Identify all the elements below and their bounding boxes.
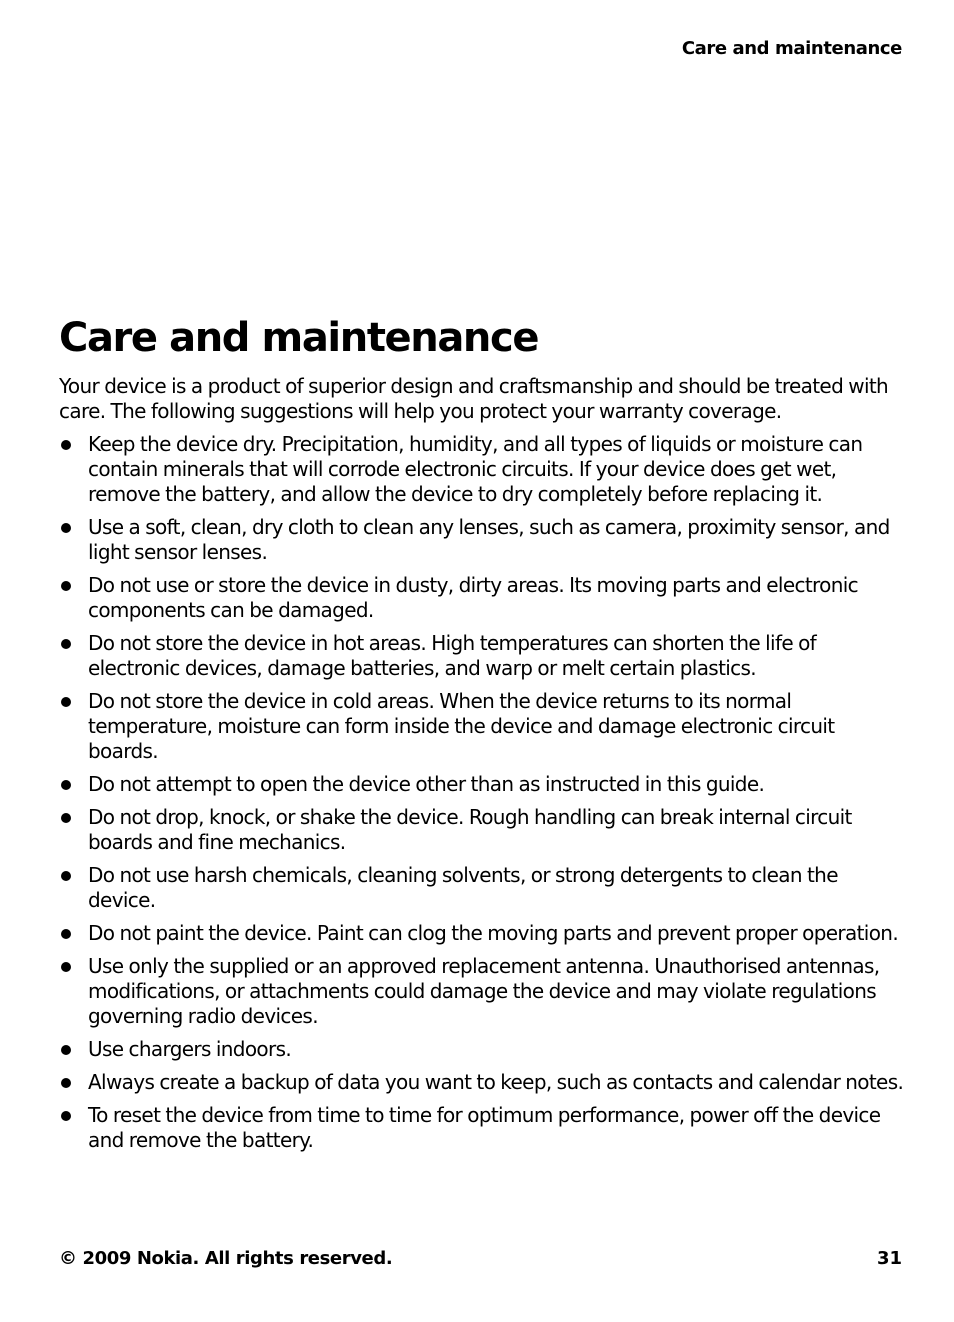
list-item-text: Do not store the device in hot areas. High temperatures can shorten the life of electronic devices, damage batteries, and warp or melt certain plastics. [88, 631, 817, 680]
list-item [59, 805, 905, 855]
bullet-icon [61, 813, 71, 823]
bullet-icon [61, 1045, 71, 1055]
list-item-text: Do not drop, knock, or shake the device. Rough handling can break internal circuit boards and fine mechanics. [88, 805, 852, 854]
list-item-text: Do not use or store the device in dusty, dirty areas. Its moving parts and electronic components can be damaged. [88, 573, 859, 622]
list-item-text: To reset the device from time to time for optimum performance, power off the device and remove the battery. [88, 1103, 881, 1152]
bullet-icon [61, 780, 71, 790]
bullet-icon [61, 697, 71, 707]
list-item-text: Always create a backup of data you want to keep, such as contacts and calendar notes. [88, 1070, 904, 1094]
list-item [59, 863, 905, 913]
care-tips-list [59, 432, 905, 1153]
bullet-icon [61, 639, 71, 649]
list-item-text: Do not attempt to open the device other than as instructed in this guide. [88, 772, 765, 796]
page-title: Care and maintenance [59, 315, 539, 361]
list-item-text: Do not store the device in cold areas. When the device returns to its normal temperature, moisture can form inside the device and damage electronic circuit boards. [88, 689, 835, 763]
bullet-icon [61, 1111, 71, 1121]
list-item [59, 1070, 905, 1095]
bullet-icon [61, 1078, 71, 1088]
list-item-text: Use only the supplied or an approved replacement antenna. Unauthorised antennas, modifications, or attachments could damage the device and may violate regulations governing radio devices. [88, 954, 880, 1028]
list-item-text: Do not paint the device. Paint can clog the moving parts and prevent proper operation. [88, 921, 899, 945]
list-item [59, 921, 905, 946]
list-item-text: Do not use harsh chemicals, cleaning solvents, or strong detergents to clean the device. [88, 863, 838, 912]
list-item [59, 772, 905, 797]
bullet-icon [61, 871, 71, 881]
main-content [59, 374, 905, 1161]
list-item [59, 432, 905, 507]
page-number: 31 [876, 1248, 902, 1269]
list-item-text: Use a soft, clean, dry cloth to clean any lenses, such as camera, proximity sensor, and light sensor lenses. [88, 515, 890, 564]
intro-paragraph: Your device is a product of superior design and craftsmanship and should be treated with care. The following suggestions will help you protect your warranty coverage. [59, 374, 889, 423]
list-item [59, 689, 905, 764]
list-item [59, 515, 905, 565]
list-item-text: Keep the device dry. Precipitation, humidity, and all types of liquids or moisture can contain minerals that will corrode electronic circuits. If your device does get wet, remove the battery, and allow the device to dry completely before replacing it. [88, 432, 863, 506]
list-item [59, 573, 905, 623]
running-header: Care and maintenance [681, 38, 902, 59]
list-item [59, 1037, 905, 1062]
bullet-icon [61, 440, 71, 450]
copyright-notice: © 2009 Nokia. All rights reserved. [59, 1248, 393, 1269]
list-item [59, 954, 905, 1029]
list-item-text: Use chargers indoors. [88, 1037, 292, 1061]
bullet-icon [61, 581, 71, 591]
bullet-icon [61, 523, 71, 533]
bullet-icon [61, 929, 71, 939]
list-item [59, 1103, 905, 1153]
bullet-icon [61, 962, 71, 972]
list-item [59, 631, 905, 681]
